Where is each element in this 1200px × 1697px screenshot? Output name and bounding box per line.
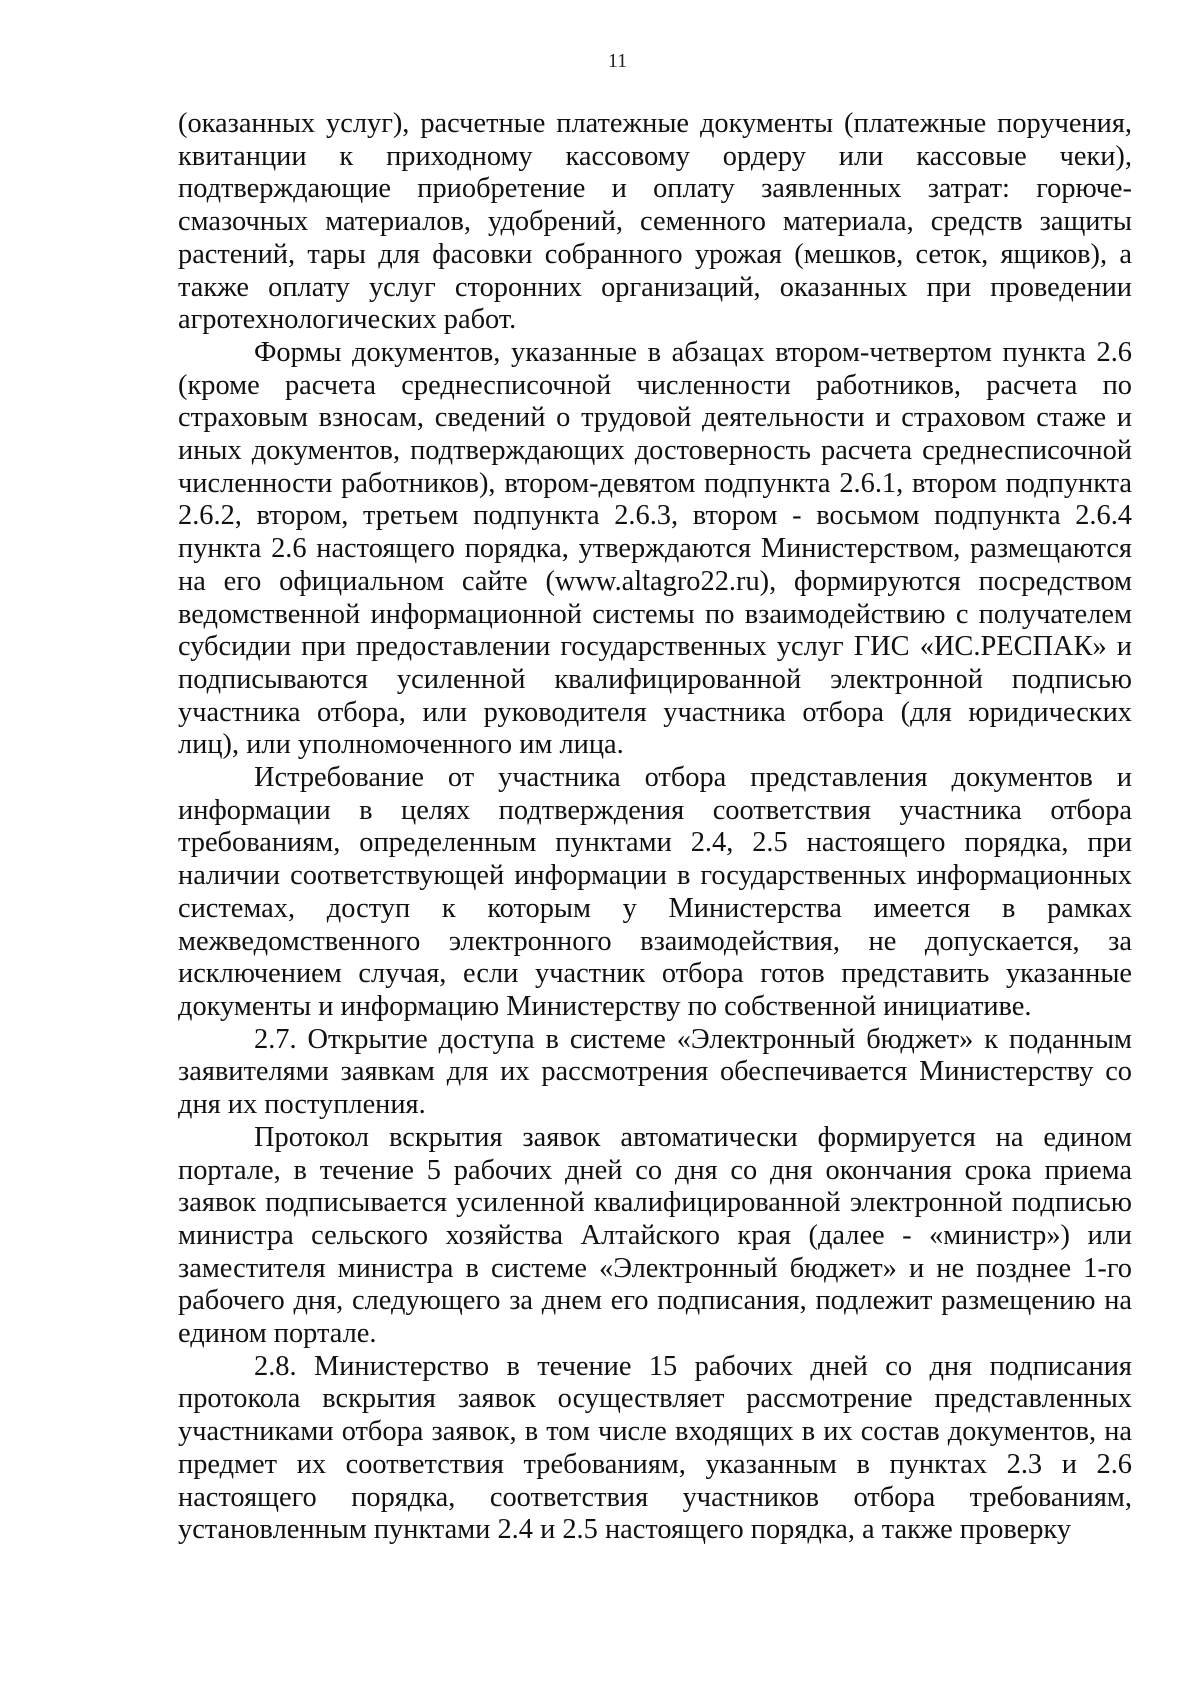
- paragraph-section-2-8: 2.8. Министерство в течение 15 рабочих дней со дня подписания протокола вскрытия заявок осуществляет рассмотрение представленных участниками отбора заявок, в том числе входящих в их состав документов, на предмет их соответствия требованиям, указанным в пунктах 2.3 и 2.6 настоящего порядка, соответствия участников отбора требованиям, установленным пунктами 2.4 и 2.5 настоящего порядка, а также проверку: [178, 1350, 1132, 1546]
- paragraph-opening-protocol: Протокол вскрытия заявок автоматически формируется на едином портале, в течение 5 рабочих дней со дня со дня окончания срока приема заявок подписывается усиленной квалифицированной электронной подписью министра сельского хозяйства Алтайского края (далее - «министр») или заместителя министра в системе «Электронный бюджет» и не позднее 1-го рабочего дня, следующего за днем его подписания, подлежит размещению на едином портале.: [178, 1121, 1132, 1350]
- page-number: 11: [607, 50, 628, 72]
- paragraph-document-request: Истребование от участника отбора представления документов и информации в целях подтверждения соответствия участника отбора требованиям, определенным пунктами 2.4, 2.5 настоящего порядка, при наличии соответствующей информации в государственных информационных системах, доступ к которым у Министерства имеется в рамках межведомственного электронного взаимодействия, не допускается, за исключением случая, если участник отбора готов представить указанные документы и информацию Министерству по собственной инициативе.: [178, 762, 1132, 1022]
- document-body: [178, 108, 1132, 1547]
- paragraph-document-forms: Формы документов, указанные в абзацах втором-четвертом пункта 2.6 (кроме расчета среднесписочной численности работников, расчета по страховым взносам, сведений о трудовой деятельности и страховом стаже и иных документов, подтверждающих достоверность расчета среднесписочной численности работников), втором-девятом подпункта 2.6.1, втором подпункта 2.6.2, втором, третьем подпункта 2.6.3, втором - восьмом подпункта 2.6.4 пункта 2.6 настоящего порядка, утверждаются Министерством, размещаются на его официальном сайте (www.altagro22.ru), формируются посредством ведомственной информационной системы по взаимодействию с получателем субсидии при предоставлении государственных услуг ГИС «ИС.РЕСПАК» и подписываются усиленной квалифицированной электронной подписью участника отбора, или руководителя участника отбора (для юридических лиц), или уполномоченного им лица.: [178, 336, 1132, 761]
- paragraph-section-2-7: 2.7. Открытие доступа в системе «Электронный бюджет» к поданным заявителями заявкам для их рассмотрения обеспечивается Министерству со дня их поступления.: [178, 1023, 1132, 1121]
- paragraph-continuation: (оказанных услуг), расчетные платежные документы (платежные поручения, квитанции к приходному кассовому ордеру или кассовые чеки), подтверждающие приобретение и оплату заявленных затрат: горюче-смазочных материалов, удобрений, семенного материала, средств защиты растений, тары для фасовки собранного урожая (мешков, сеток, ящиков), а также оплату услуг сторонних организаций, оказанных при проведении агротехнологических работ.: [178, 108, 1132, 336]
